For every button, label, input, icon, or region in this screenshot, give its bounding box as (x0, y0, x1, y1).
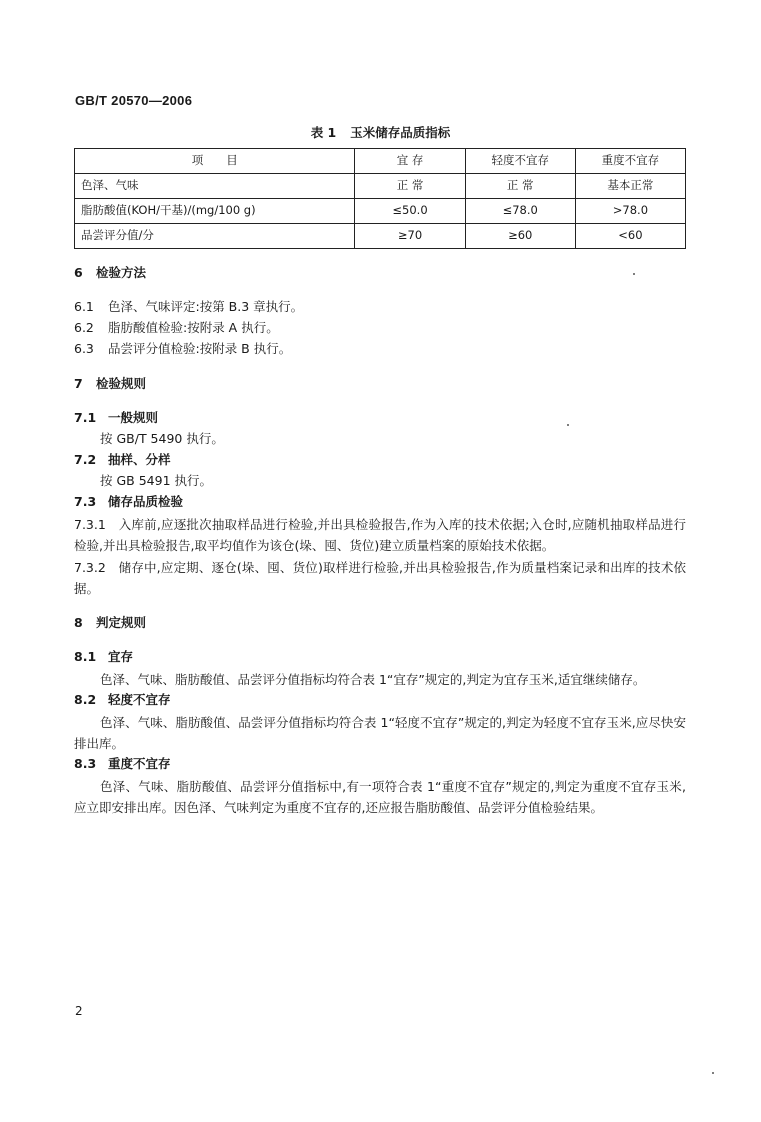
clause-8-1-heading (74, 648, 686, 668)
clause-7-3-heading (74, 493, 686, 513)
clause-8-3-heading (74, 755, 686, 775)
section-title: 检验方法 (96, 265, 147, 280)
header-item: 项 目 (75, 149, 355, 174)
clause-7-2-text: 按 GB 5491 执行。 (100, 473, 212, 488)
table-cell: 品尝评分值/分 (75, 224, 355, 249)
section-number: 6 (74, 265, 83, 280)
table-caption-number: 表 1 (310, 125, 337, 140)
clause-number: 7.2 (74, 452, 97, 467)
section-8-heading (74, 614, 686, 634)
clause-title: 宜存 (108, 649, 134, 664)
clause-7-1-text: 按 GB/T 5490 执行。 (100, 431, 224, 446)
clause-6-2 (74, 319, 686, 339)
clause-title: 储存品质检验 (108, 494, 184, 509)
table-cell: 色泽、气味 (75, 174, 355, 199)
header-severely-unsuitable: 重度不宜存 (575, 149, 685, 174)
clause-number: 6.2 (74, 320, 94, 335)
table-row (75, 174, 686, 199)
quality-index-table (74, 148, 686, 249)
table-cell: >78.0 (575, 199, 685, 224)
page-number: 2 (75, 1004, 83, 1018)
table-caption-title: 玉米储存品质指标 (350, 125, 451, 140)
clause-8-2-heading (74, 691, 686, 711)
clause-7-3-2-text: 7.3.2 储存中,应定期、逐仓(垛、囤、货位)取样进行检验,并出具检验报告,作为质量档案记录和出库的技术依据。 (74, 560, 686, 596)
clause-7-2-heading (74, 451, 686, 471)
clause-number: 7.3 (74, 494, 97, 509)
table-cell: 正 常 (355, 174, 465, 199)
clause-title: 抽样、分样 (108, 452, 171, 467)
clause-number: 8.2 (74, 692, 97, 707)
section-6-heading (74, 264, 686, 284)
table-cell: ≤50.0 (355, 199, 465, 224)
document-body (74, 264, 686, 819)
scan-speck (567, 424, 569, 426)
scan-speck (712, 1072, 714, 1074)
table-header-row (75, 149, 686, 174)
table-cell: <60 (575, 224, 685, 249)
clause-8-3-text: 色泽、气味、脂肪酸值、品尝评分值指标中,有一项符合表 1“重度不宜存”规定的,判定为重度不宜存玉米,应立即安排出库。因色泽、气味判定为重度不宜存的,还应报告脂肪酸值、品尝评分值检验结果。 (74, 779, 686, 815)
section-7-heading (74, 375, 686, 395)
table-cell: ≤78.0 (465, 199, 575, 224)
section-title: 检验规则 (96, 376, 147, 391)
standard-code: GB/T 20570—2006 (75, 93, 193, 108)
clause-6-1 (74, 298, 686, 318)
section-number: 8 (74, 615, 83, 630)
header-slightly-unsuitable: 轻度不宜存 (465, 149, 575, 174)
table-cell: 基本正常 (575, 174, 685, 199)
table-row (75, 199, 686, 224)
clause-title: 重度不宜存 (108, 756, 171, 771)
table-cell: ≥70 (355, 224, 465, 249)
clause-number: 7.1 (74, 410, 97, 425)
table-row (75, 224, 686, 249)
clause-number: 8.1 (74, 649, 97, 664)
table-caption (0, 124, 761, 143)
header-suitable: 宜 存 (355, 149, 465, 174)
clause-text: 脂肪酸值检验:按附录 A 执行。 (108, 320, 279, 335)
table-cell: 脂肪酸值(KOH/干基)/(mg/100 g) (75, 199, 355, 224)
clause-number: 6.3 (74, 341, 94, 356)
clause-number: 8.3 (74, 756, 97, 771)
clause-text: 色泽、气味评定:按第 B.3 章执行。 (108, 299, 304, 314)
section-title: 判定规则 (96, 615, 147, 630)
clause-8-2-text: 色泽、气味、脂肪酸值、品尝评分值指标均符合表 1“轻度不宜存”规定的,判定为轻度不宜存玉米,应尽快安排出库。 (74, 715, 686, 751)
table-cell: 正 常 (465, 174, 575, 199)
section-number: 7 (74, 376, 83, 391)
table-cell: ≥60 (465, 224, 575, 249)
clause-6-3 (74, 340, 686, 360)
clause-title: 轻度不宜存 (108, 692, 171, 707)
clause-7-1-heading (74, 409, 686, 429)
clause-title: 一般规则 (108, 410, 159, 425)
clause-text: 品尝评分值检验:按附录 B 执行。 (108, 341, 292, 356)
clause-8-1-text: 色泽、气味、脂肪酸值、品尝评分值指标均符合表 1“宜存”规定的,判定为宜存玉米,适宜继续储存。 (100, 672, 646, 687)
clause-7-3-1-text: 7.3.1 入库前,应逐批次抽取样品进行检验,并出具检验报告,作为入库的技术依据;入仓时,应随机抽取样品进行检验,并出具检验报告,取平均值作为该仓(垛、囤、货位)建立质量档案的原始技术依据。 (74, 517, 686, 553)
scan-speck (633, 273, 635, 275)
clause-number: 6.1 (74, 299, 94, 314)
